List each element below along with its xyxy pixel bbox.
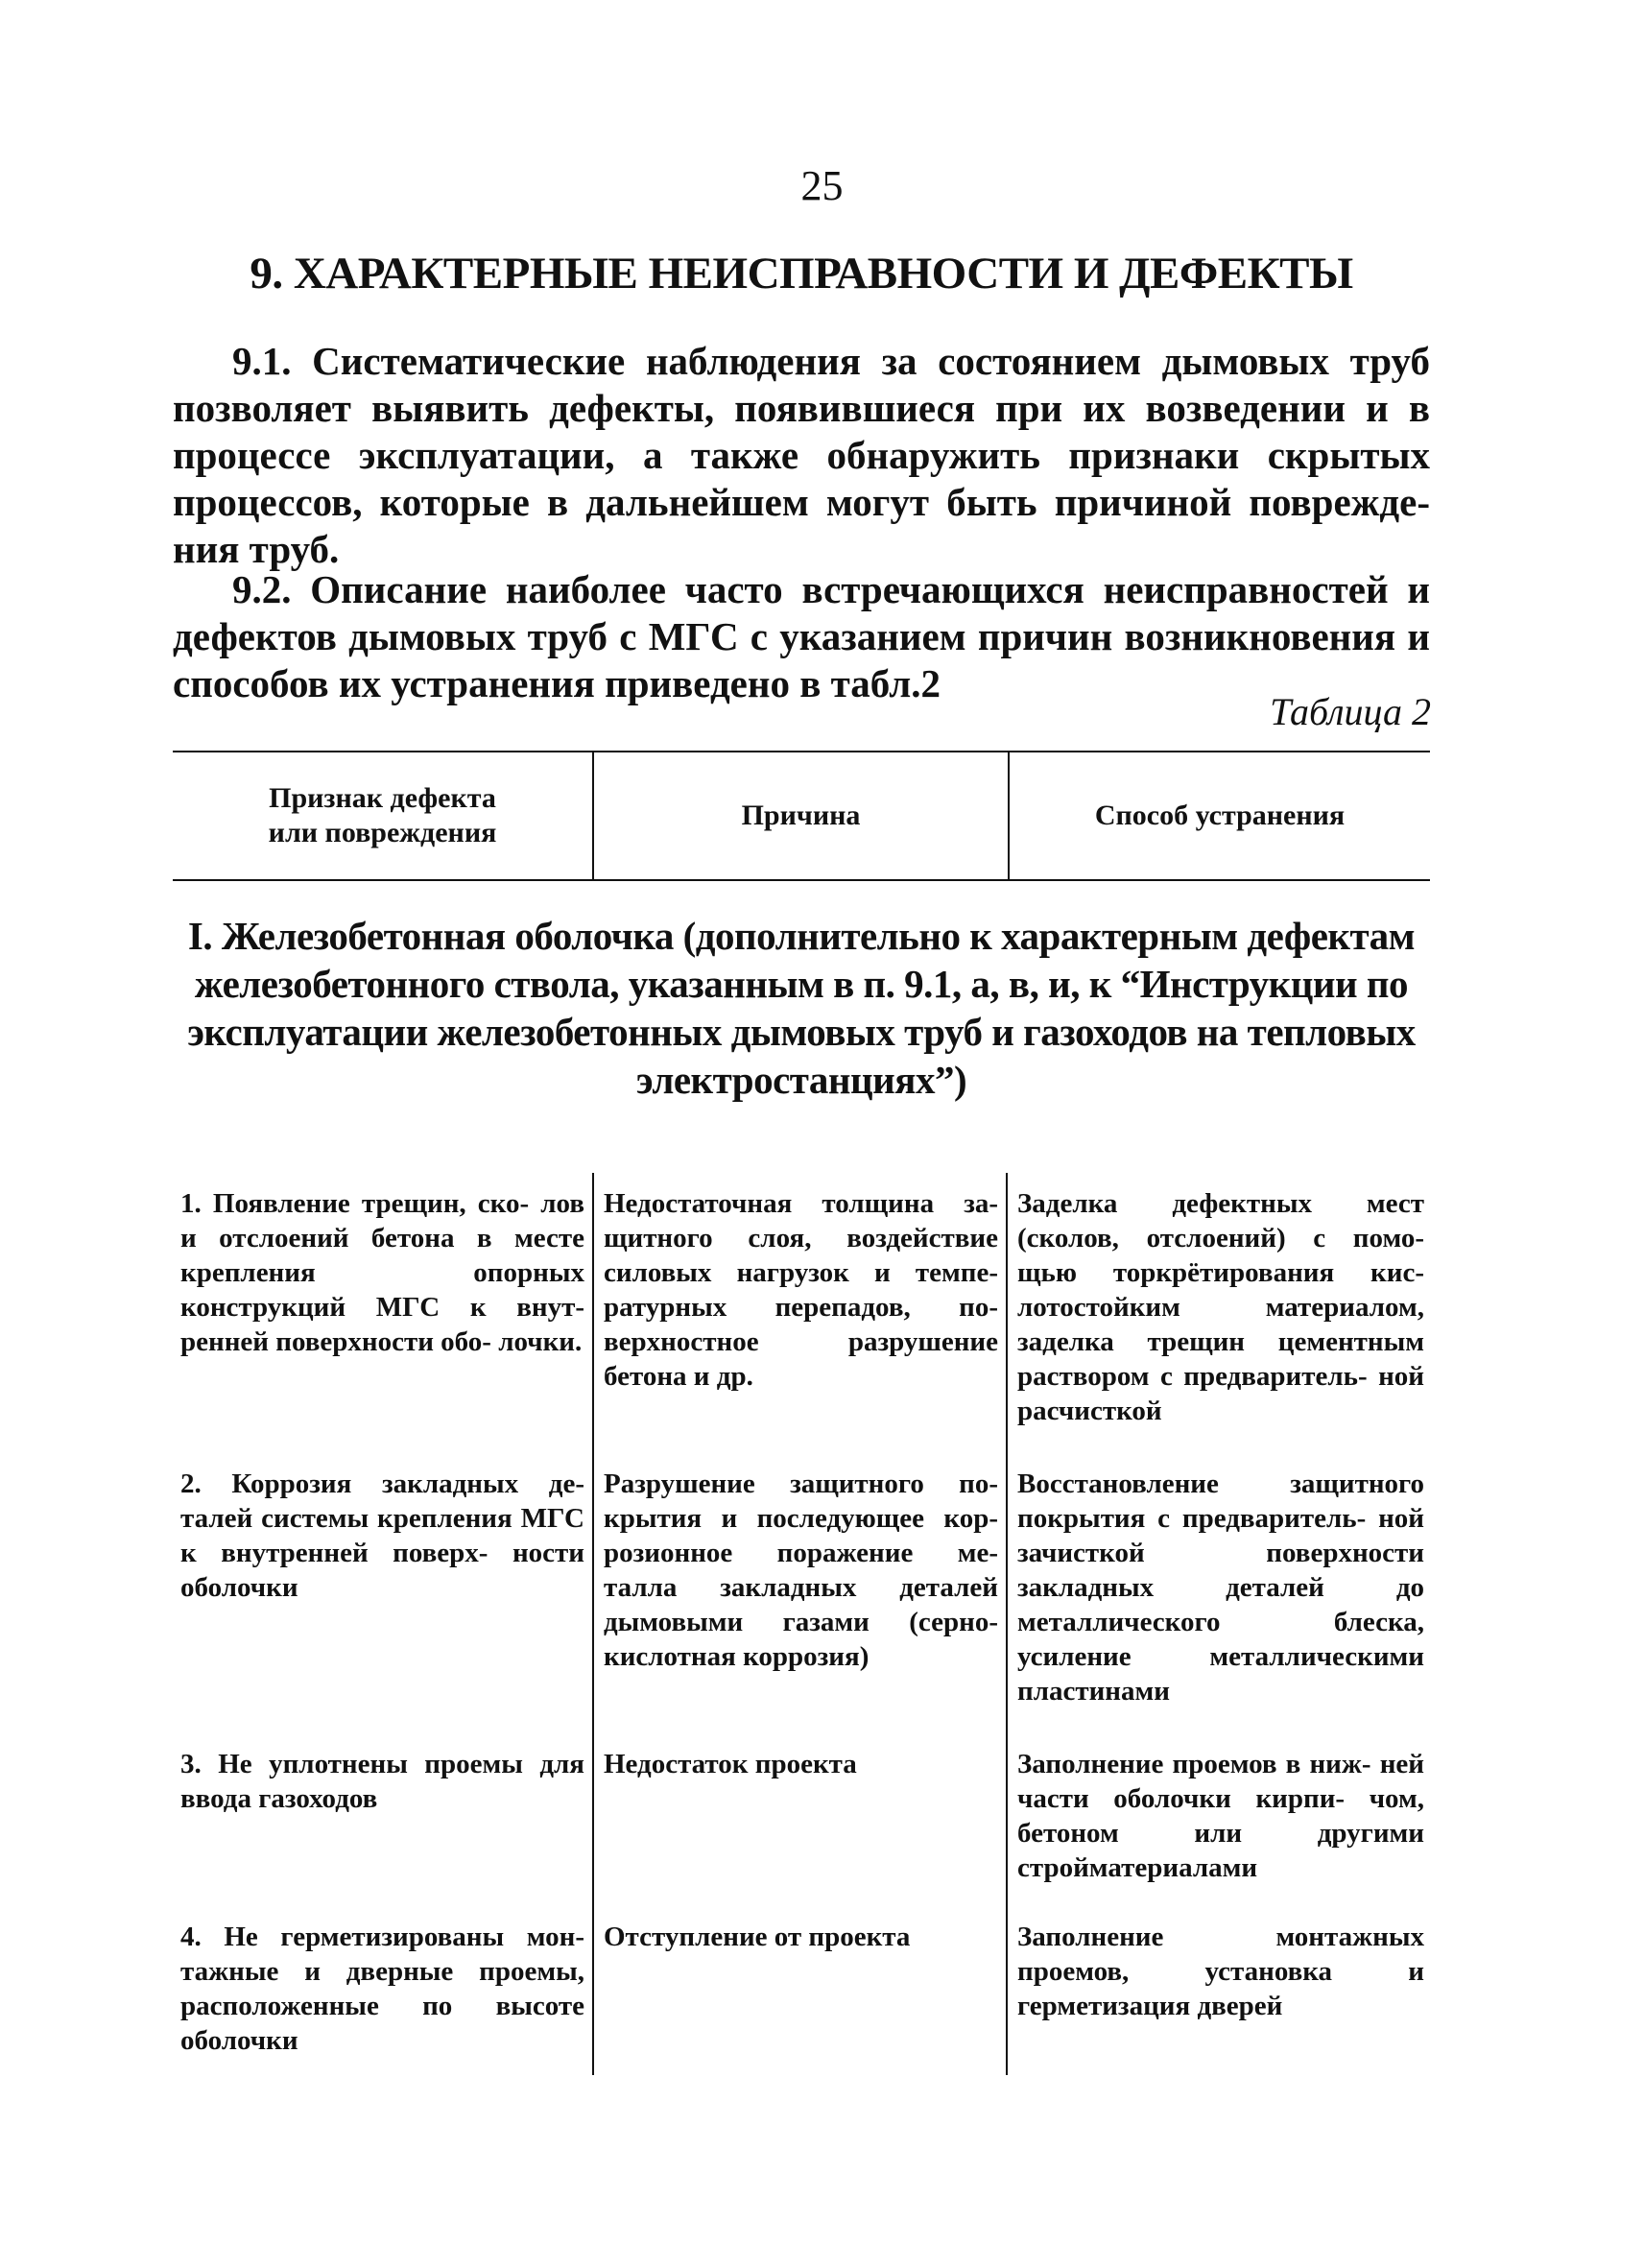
header-col-sign	[173, 752, 594, 879]
header-col-remedy: Способ устранения	[1094, 800, 1346, 831]
cell-cause: Недостаточная толщина за- щитного слоя, воздействие силовых нагрузок и темпе- ратурных перепадов, по- верхностное разрушение бетона и др.	[604, 1188, 998, 1392]
table-caption: Таблица 2	[1270, 690, 1431, 733]
header-col-sign-text: Признак дефекта или повреждения	[268, 782, 497, 848]
cell-sign: 2. Коррозия закладных де- талей системы крепления МГС к внутренней поверх- ности оболочки	[180, 1468, 584, 1603]
table-row	[173, 1733, 1430, 1906]
header-col-cause: Причина	[594, 752, 1010, 879]
paragraph-9-1-text: 9.1. Систематические наблюдения за состоянием дымовых труб позволяет выявить дефекты, появившиеся при их возведении и в процессе эксплуатации, а также обнаружить признаки скрытых процессов, которые в дальнейшем могут быть причиной поврежде- ния труб.	[173, 339, 1430, 571]
cell-sign: 4. Не герметизированы мон- тажные и дверные проемы, расположенные по высоте оболочки	[180, 1922, 584, 2056]
paragraph-9-2-text: 9.2. Описание наиболее часто встречающихся неисправностей и дефектов дымовых труб с МГС с указанием причин возникновения и способов их устранения приведено в табл.2	[173, 567, 1430, 705]
cell-cause: Отступление от проекта	[604, 1922, 911, 1952]
chapter-heading: 9. ХАРАКТЕРНЫЕ НЕИСПРАВНОСТИ И ДЕФЕКТЫ	[250, 249, 1353, 298]
defects-table	[173, 1173, 1430, 2075]
table-row	[173, 1906, 1430, 2075]
cell-cause: Разрушение защитного по- крытия и последующее кор- розионное поражение ме- талла закладных деталей дымовыми газами (серно- кислотная коррозия)	[604, 1468, 998, 1672]
paragraph-9-1	[173, 338, 1430, 573]
cell-remedy: Заполнение проемов в ниж- ней части оболочки кирпи- чом, бетоном или другими стройматериалами	[1017, 1749, 1424, 1883]
cell-sign: 1. Появление трещин, ско- лов и отслоений бетона в месте крепления опорных конструкций МГС к внут- ренней поверхности обо- лочки.	[180, 1188, 584, 1357]
section-title: I. Железобетонная оболочка (дополнительно к характерным дефектам железобетонного ствола, указанным в п. 9.1, а, в, и, к “Инструкции по эксплуатации железобетонных дымовых труб и газоходов на тепловых электростанциях”)	[187, 914, 1416, 1102]
cell-remedy: Заполнение монтажных проемов, установка и герметизация дверей	[1017, 1922, 1424, 2021]
cell-cause: Недостаток проекта	[604, 1749, 857, 1779]
table-row	[173, 1453, 1430, 1733]
cell-remedy: Восстановление защитного покрытия с предваритель- ной зачисткой поверхности закладных деталей до металлического блеска, усиление металлическими пластинами	[1017, 1468, 1424, 1707]
page-number: 25	[800, 162, 844, 209]
table-row	[173, 1173, 1430, 1453]
cell-remedy: Заделка дефектных мест (сколов, отслоений) с помо- щью торкрётирования кис- лотостойким материалом, заделка трещин цементным раствором с предваритель- ной расчисткой	[1017, 1188, 1424, 1426]
cell-sign: 3. Не уплотнены проемы для ввода газоходов	[180, 1749, 584, 1814]
table-header	[173, 751, 1430, 881]
paragraph-9-2	[173, 566, 1430, 707]
